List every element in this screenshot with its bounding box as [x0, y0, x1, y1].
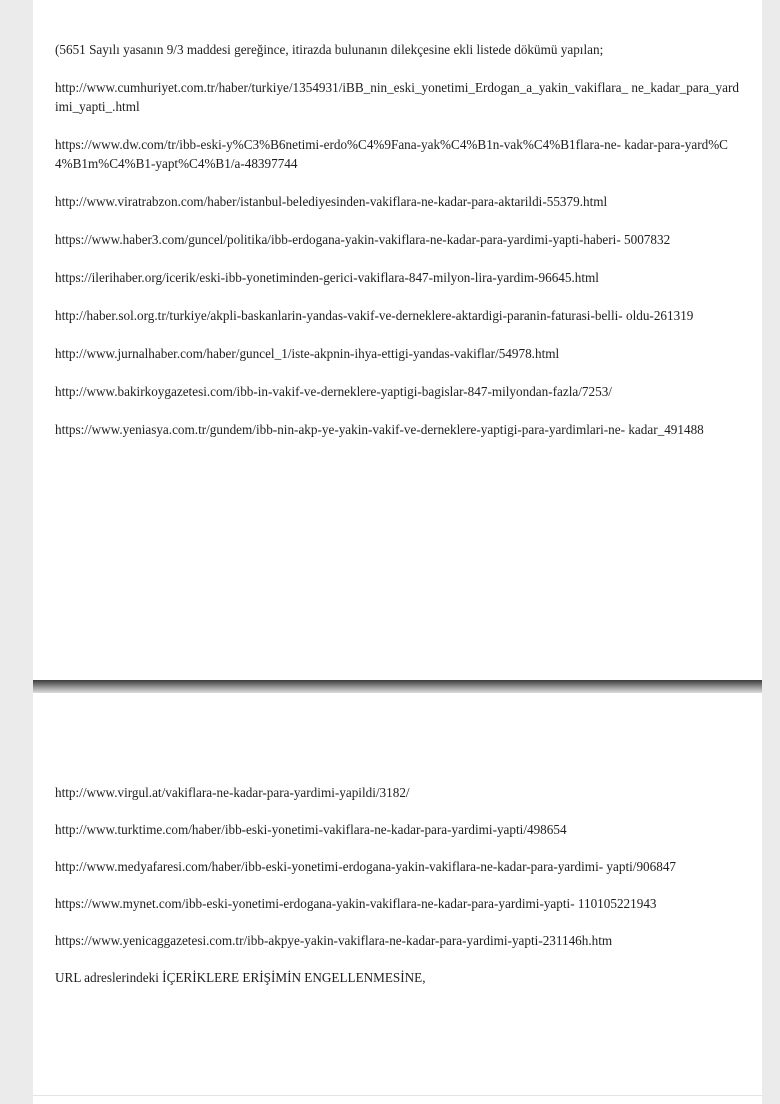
url-line: https://www.yeniasya.com.tr/gundem/ibb-nin-akp-ye-yakin-vakif-ve-derneklere-yaptigi-para-yardimlari-ne- kadar_491488 — [55, 422, 704, 437]
url-line: https://www.yenicaggazetesi.com.tr/ibb-akpye-yakin-vakiflara-ne-kadar-para-yardimi-yapti-231146h.htm — [55, 933, 613, 948]
url-line: https://www.mynet.com/ibb-eski-yonetimi-erdogana-yakin-vakiflara-ne-kadar-para-yardimi-yapti- 110105221943 — [55, 896, 657, 911]
url-line: http://www.cumhuriyet.com.tr/haber/turkiye/1354931/iBB_nin_eski_yonetimi_Erdogan_a_yakin_vakiflara_ ne_kadar_para_yardimi_yapti_.html — [55, 80, 739, 114]
page-separator — [33, 680, 762, 693]
url-line: https://ilerihaber.org/icerik/eski-ibb-yonetiminden-gerici-vakiflara-847-milyon-lira-yardim-96645.html — [55, 270, 599, 285]
closing-text: URL adreslerindeki İÇERİKLERE ERİŞİMİN ENGELLENMESİNE, — [55, 970, 426, 985]
url-line: http://www.jurnalhaber.com/haber/guncel_1/iste-akpnin-ihya-ettigi-yandas-vakiflar/54978.html — [55, 346, 560, 361]
url-line: http://www.turktime.com/haber/ibb-eski-yonetimi-vakiflara-ne-kadar-para-yardimi-yapti/498654 — [55, 822, 567, 837]
url-line: https://www.haber3.com/guncel/politika/ibb-erdogana-yakin-vakiflara-ne-kadar-para-yardimi-yapti-haberi- 5007832 — [55, 232, 671, 247]
url-line: http://www.virgul.at/vakiflara-ne-kadar-para-yardimi-yapildi/3182/ — [55, 785, 410, 800]
url-line: http://www.viratrabzon.com/haber/istanbul-belediyesinden-vakiflara-ne-kadar-para-aktarildi-55379.html — [55, 194, 608, 209]
url-line: http://www.medyafaresi.com/haber/ibb-eski-yonetimi-erdogana-yakin-vakiflara-ne-kadar-para-yardimi- yapti/906847 — [55, 859, 677, 874]
document-page-1 — [33, 0, 762, 680]
document-page-2 — [33, 693, 762, 1104]
url-line: https://www.dw.com/tr/ibb-eski-y%C3%B6netimi-erdo%C4%9Fana-yak%C4%B1n-vak%C4%B1flara-ne- kadar-para-yard%C4%B1m%C4%B1-yapt%C4%B1/a-48397744 — [55, 137, 728, 171]
intro-text: (5651 Sayılı yasanın 9/3 maddesi gereğince, itirazda bulunanın dilekçesine ekli listede dökümü yapılan; — [55, 42, 604, 57]
url-line: http://www.bakirkoygazetesi.com/ibb-in-vakif-ve-derneklere-yaptigi-bagislar-847-milyondan-fazla/7253/ — [55, 384, 612, 399]
url-line: http://haber.sol.org.tr/turkiye/akpli-baskanlarin-yandas-vakif-ve-derneklere-aktardigi-paranin-faturasi-belli- oldu-261319 — [55, 308, 694, 323]
page-bottom-divider — [33, 1095, 762, 1096]
